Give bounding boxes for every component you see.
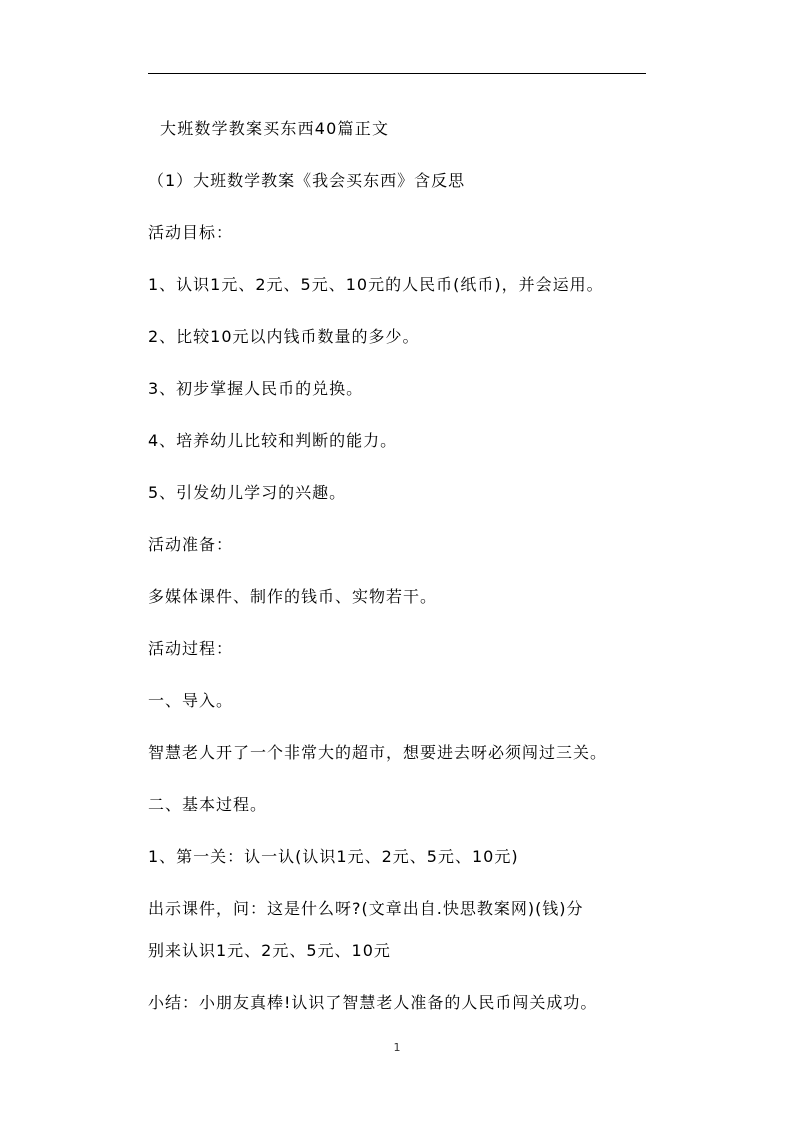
goal-item-4: 4、培养幼儿比较和判断的能力。 bbox=[148, 431, 398, 450]
page-number: 1 bbox=[393, 1041, 401, 1054]
goal-item-2: 2、比较10元以内钱币数量的多少。 bbox=[148, 327, 420, 346]
heading-activity-process: 活动过程： bbox=[148, 639, 234, 658]
process-step-intro: 一、导入。 bbox=[148, 691, 234, 710]
document-title: 大班数学教案买东西40篇正文 bbox=[160, 119, 390, 138]
paragraph-level-1-line-1: 出示课件，问：这是什么呀?(文章出自.快思教案网)(钱)分 bbox=[148, 899, 584, 918]
goal-item-3: 3、初步掌握人民币的兑换。 bbox=[148, 379, 364, 398]
level-1-heading: 1、第一关：认一认(认识1元、2元、5元、10元) bbox=[148, 847, 519, 866]
paragraph-intro: 智慧老人开了一个非常大的超市，想要进去呀必须闯过三关。 bbox=[148, 743, 608, 762]
process-step-basic: 二、基本过程。 bbox=[148, 795, 268, 814]
heading-activity-preparation: 活动准备： bbox=[148, 535, 234, 554]
goal-item-1: 1、认识1元、2元、5元、10元的人民币(纸币)，并会运用。 bbox=[148, 275, 604, 294]
goal-item-5: 5、引发幼儿学习的兴趣。 bbox=[148, 483, 347, 502]
preparation-text: 多媒体课件、制作的钱币、实物若干。 bbox=[148, 587, 438, 606]
heading-activity-goals: 活动目标： bbox=[148, 223, 234, 242]
summary-text: 小结：小朋友真棒!认识了智慧老人准备的人民币闯关成功。 bbox=[148, 993, 598, 1012]
header-rule bbox=[148, 73, 646, 74]
paragraph-level-1-line-2: 别来认识1元、2元、5元、10元 bbox=[148, 941, 391, 960]
section-heading-lesson: （1）大班数学教案《我会买东西》含反思 bbox=[148, 171, 466, 190]
